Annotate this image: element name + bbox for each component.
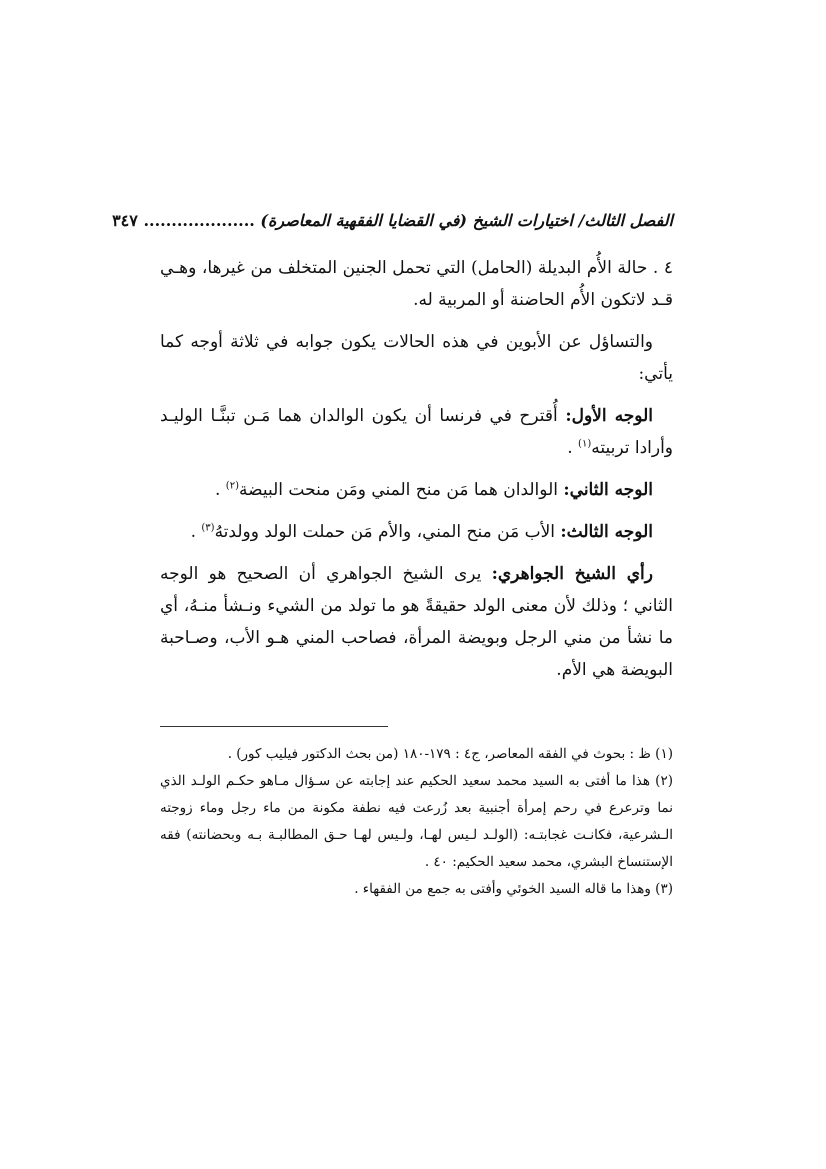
paragraph-lead: الوجه الأول: [565,406,653,426]
footnote-ref-2[interactable]: (٢) [225,480,239,492]
footnote-ref-1[interactable]: (١) [578,438,592,450]
footnote-2 [160,768,673,876]
footnote-divider [160,726,388,727]
footnote-text: ظ : بحوث في الفقه المعاصر، ج٤ : ١٧٩-١٨٠ (من بحث الدكتور فيليب كور) . [227,746,651,762]
paragraph-lead: الوجه الثاني: [563,480,653,500]
paragraph-text: يرى الشيخ الجواهري أن الصحيح هو الوجه الثاني ؛ وذلك لأن معنى الولد حقيقةً هو ما تولد من الشيء ونـشأ منـهُ، أي ما نشأ من مني الرجل وبويضة المرأة، فصاحب المني هـو الأب، وصـاحبة البويضة هي الأم. [160,564,673,680]
paragraph-first-view [160,400,673,464]
footnote-text: هذا ما أفتى به السيد محمد سعيد الحكيم عند إجابته عن سـؤال مـاهو حكـم الولـد الذي نما وترعرع في رحم إمرأة أجنبية بعد زُرعت فيه نطفة مكونة من ماء رجل وماء زوجته الـشرعية، فكانـت غجابتـه: (الولـد لـيس لهـا، ولـيس لهـا حـق المطالبـة بـه وبحضانته) فقه الإستنساخ البشري، محمد سعيد الحكيم: ٤٠ . [160,773,673,870]
paragraph-case-4 [160,252,673,316]
paragraph-lead: الوجه الثالث: [560,522,653,542]
book-page [112,208,673,903]
footnote-number: (٢) [655,773,673,789]
paragraph-text: الأب مَن منح المني، والأم مَن حملت الولد وولدتهُ [214,522,561,542]
paragraph-tail: . [214,480,226,500]
header-leader-dots: .................... [143,211,255,230]
paragraph-text: والتساؤل عن الأبوين في هذه الحالات يكون جوابه في ثلاثة أوجه كما يأتي: [160,332,673,384]
footnotes [160,741,673,903]
paragraph-third-view [160,516,673,548]
paragraph-lead: رأي الشيخ الجواهري: [491,564,653,584]
chapter-title: الفصل الثالث/ اختيارات الشيخ (في القضايا الفقهية المعاصرة) [260,211,673,230]
paragraph-tail: . [190,522,202,542]
footnote-number: (٣) [655,881,673,897]
footnote-number: (١) [655,746,673,762]
page-number: ٣٤٧ [112,211,138,230]
paragraph-text: أُقترح في فرنسا أن يكون الوالدان هما مَـن تبنَّـا الوليـد وأرادا تربيته [160,406,673,458]
paragraph-jawahiri-opinion [160,558,673,686]
running-header [112,208,673,238]
footnote-3 [160,876,673,903]
paragraph-text: ٤ . حالة الأُم البديلة (الحامل) التي تحمل الجنين المتخلف من غيرها، وهـي قـد لاتكون الأُم الحاضنة أو المربية له. [160,258,673,310]
paragraph-second-view [160,474,673,506]
footnote-text: وهذا ما قاله السيد الخوئي وأفتى به جمع من الفقهاء . [354,881,651,897]
paragraph-text: الوالدان هما مَن منح المني ومَن منحت البيضة [238,480,564,500]
paragraph-question [160,326,673,390]
paragraph-tail: . [567,438,579,458]
footnote-1 [160,741,673,768]
footnote-ref-3[interactable]: (٣) [201,522,215,534]
